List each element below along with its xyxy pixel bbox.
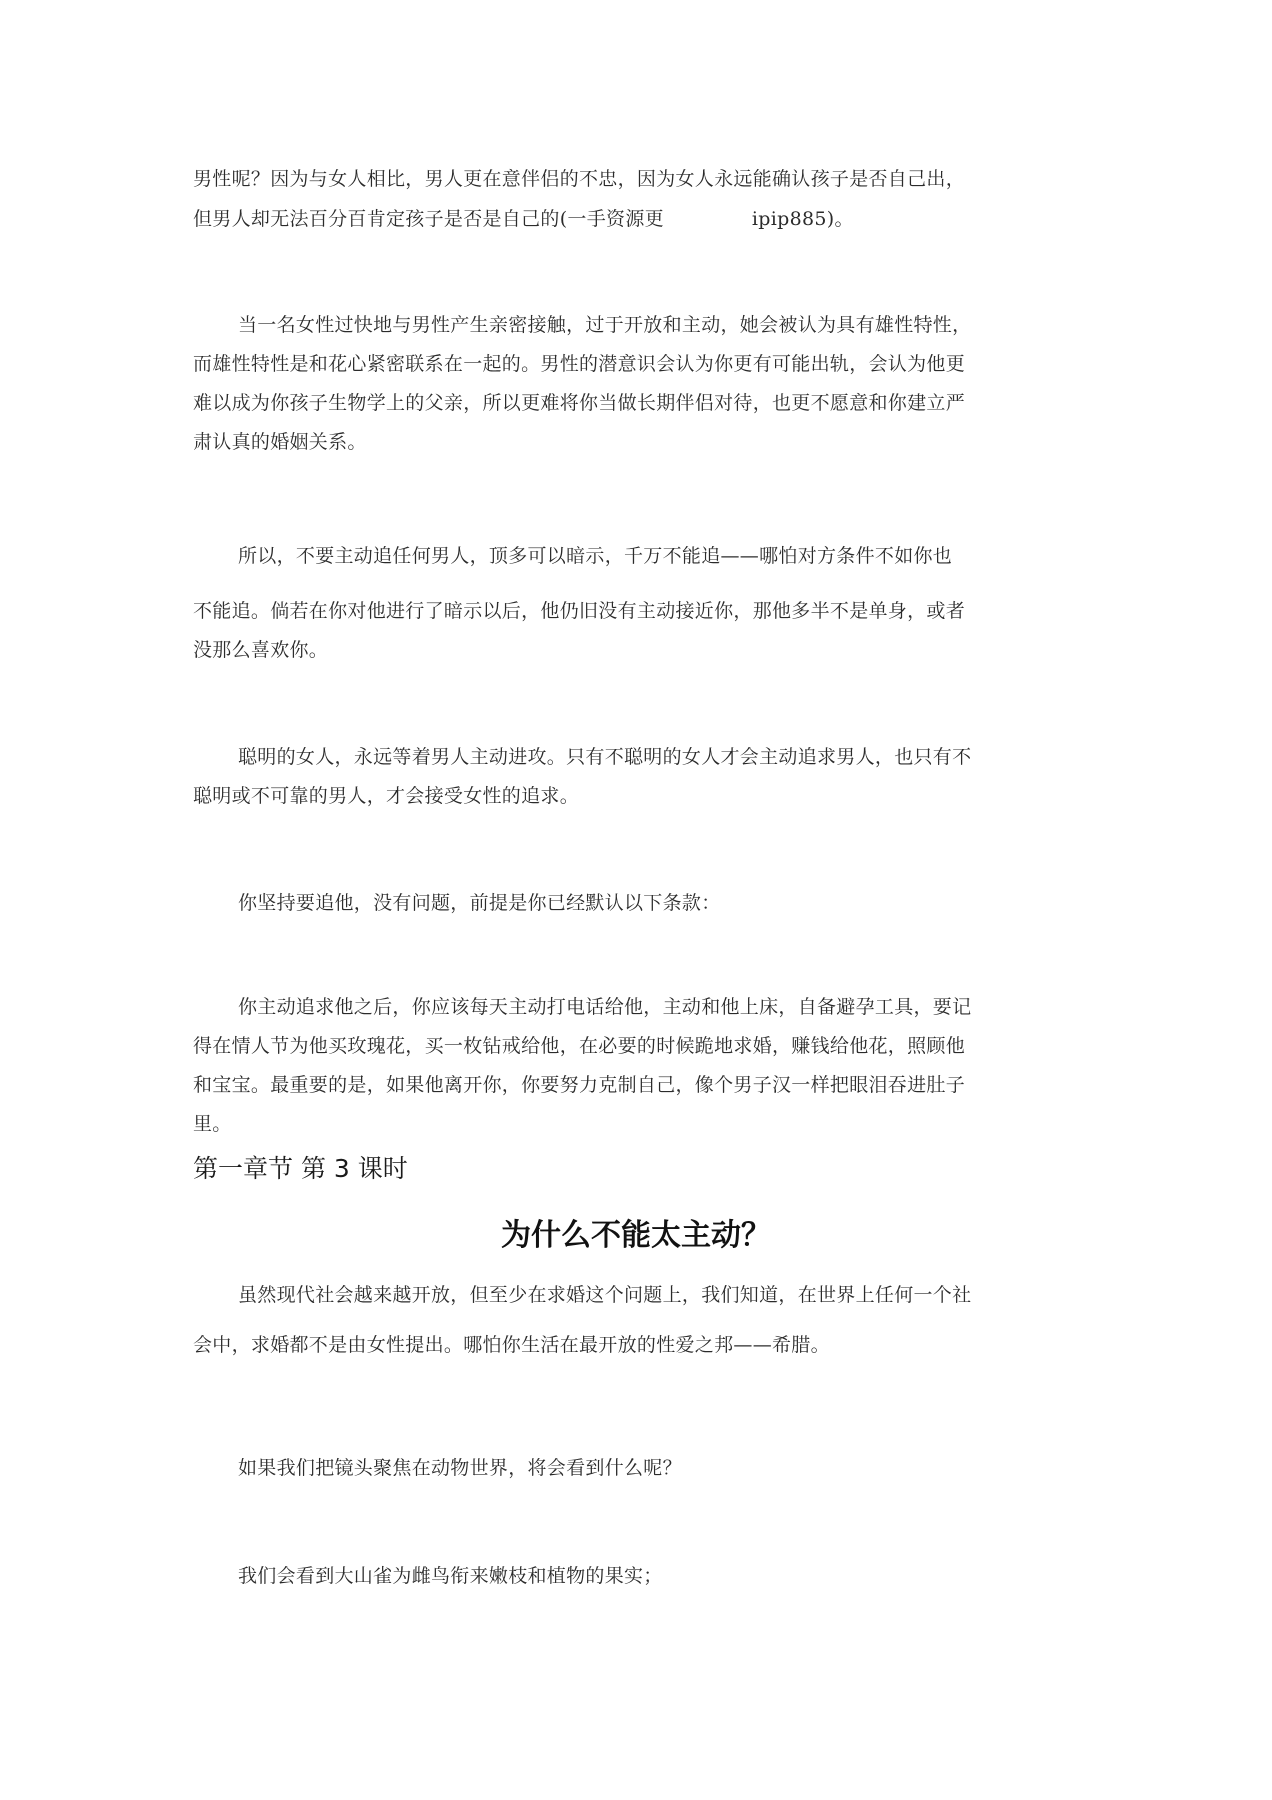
paragraph-2-line-1: 当一名女性过快地与男性产生亲密接触，过于开放和主动，她会被认为具有雄性特性， [238,314,972,336]
paragraph-2-line-2: 而雄性特性是和花心紧密联系在一起的。男性的潜意识会认为你更有可能出轨，会认为他更 [193,353,966,375]
paragraph-3-line-1: 所以，不要主动追任何男人，顶多可以暗示，千万不能追——哪怕对方条件不如你也 [238,545,953,567]
paragraph-1-line-2 [193,206,1083,232]
paragraph-6-line-3: 和宝宝。最重要的是，如果他离开你，你要努力克制自己，像个男子汉一样把眼泪吞进肚子 [193,1074,966,1096]
paragraph-2-line-3: 难以成为你孩子生物学上的父亲，所以更难将你当做长期伴侣对待，也更不愿意和你建立严 [193,392,966,414]
paragraph-4-line-1: 聪明的女人，永远等着男人主动进攻。只有不聪明的女人才会主动追求男人，也只有不 [238,746,972,768]
paragraph-7-line-1: 虽然现代社会越来越开放，但至少在求婚这个问题上，我们知道，在世界上任何一个社 [238,1284,972,1306]
paragraph-1-line-2-text: 但男人却无法百分百肯定孩子是否是自己的(一手资源更 [193,208,664,230]
paragraph-2-line-4: 肃认真的婚姻关系。 [193,431,367,453]
paragraph-6-line-1: 你主动追求他之后，你应该每天主动打电话给他，主动和他上床，自备避孕工具，要记 [238,996,972,1018]
paragraph-4-line-2: 聪明或不可靠的男人，才会接受女性的追求。 [193,785,580,807]
paragraph-3-line-3: 没那么喜欢你。 [193,639,329,661]
section-title: 为什么不能太主动？ [501,1218,771,1253]
paragraph-8-line-1: 如果我们把镜头聚焦在动物世界，将会看到什么呢？ [238,1457,682,1479]
chapter-heading: 第一章节 第 3 课时 [193,1154,408,1183]
paragraph-3-line-2: 不能追。倘若在你对他进行了暗示以后，他仍旧没有主动接近你，那他多半不是单身，或者 [193,600,966,622]
paragraph-6-line-4: 里。 [193,1113,232,1135]
paragraph-1-line-1: 男性呢？因为与女人相比，男人更在意伴侣的不忠，因为女人永远能确认孩子是否自己出， [193,168,966,190]
paragraph-9-line-1: 我们会看到大山雀为雌鸟衔来嫩枝和植物的果实； [238,1565,663,1587]
paragraph-5-line-1: 你坚持要追他，没有问题，前提是你已经默认以下条款： [238,892,721,914]
paragraph-7-line-2: 会中，求婚都不是由女性提出。哪怕你生活在最开放的性爱之邦——希腊。 [193,1334,830,1356]
paragraph-6-line-2: 得在情人节为他买玫瑰花，买一枚钻戒给他，在必要的时候跪地求婚，赚钱给他花，照顾他 [193,1035,966,1057]
paragraph-1-line-2-source: ipip885)。 [751,208,854,230]
